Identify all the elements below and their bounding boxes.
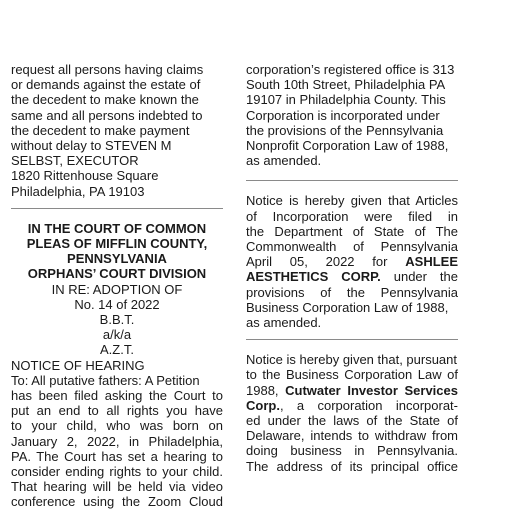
hearing-notice-text: [11, 373, 223, 510]
company-name: AESTHETICS CORP.: [246, 269, 381, 285]
text-line: to the Business Corporation Law of: [246, 367, 458, 383]
withdrawal-notice: [246, 352, 458, 474]
text-line: request all persons having claims: [11, 62, 204, 77]
text-line: January 2, 2022, in Philadelphia,: [11, 433, 223, 449]
right-column: [246, 62, 458, 474]
text-line: provisions of the Pennsylvania: [246, 284, 458, 300]
notice-title: NOTICE OF HEARING: [11, 357, 145, 373]
text-line: conference using the Zoom Cloud: [11, 494, 223, 510]
left-column: [11, 62, 223, 510]
text-line: PA. The Court has set a hearing to: [11, 448, 223, 464]
text-line: Nonprofit Corporation Law of 1988,: [246, 138, 449, 154]
text-line: ed under the laws of the State of: [246, 413, 458, 429]
heading-line: IN THE COURT OF COMMON: [27, 220, 207, 236]
heading-line: ORPHANS’ COURT DIVISION: [27, 266, 207, 282]
caption-line: a/k/a: [102, 327, 132, 343]
articles-of-incorporation-notice: [246, 193, 458, 330]
caption-line: IN RE: ADOPTION OF: [51, 281, 183, 297]
text-line: 19107 in Philadelphia County. This: [246, 92, 446, 108]
text-line: 1988, Cutwater Investor Services: [246, 382, 458, 398]
court-heading: [11, 221, 223, 282]
text-line: The address of its principal office: [246, 458, 458, 474]
text-line: That hearing will be held via video: [11, 479, 223, 495]
company-name: ASHLEE: [405, 254, 458, 270]
text-line: same and all persons indebted to: [11, 107, 203, 123]
text-line: Delaware, intends to withdraw from: [246, 428, 458, 444]
text-line: South 10th Street, Philadelphia PA: [246, 77, 446, 93]
text-line: To: All putative fathers: A Petition: [11, 372, 200, 388]
company-name: Corp.: [246, 397, 280, 413]
text-line: of Incorporation were filed in: [246, 208, 458, 224]
text-line: has been filed asking the Court to: [11, 388, 223, 404]
text-line: Commonwealth of Pennsylvania: [246, 239, 458, 255]
text-line: the decedent to make payment: [11, 122, 190, 138]
text-line: Philadelphia, PA 19103: [11, 183, 145, 199]
text-line: 1820 Rittenhouse Square: [11, 168, 159, 184]
text-line: the decedent to make known the: [11, 92, 199, 108]
text-line: SELBST, EXECUTOR: [11, 153, 139, 169]
text-line: corporation’s registered office is 313: [246, 62, 455, 77]
text-line: the provisions of the Pennsylvania: [246, 122, 444, 138]
text-line: doing business in Pennsylvania.: [246, 443, 458, 459]
text-line: Corporation is incorporated under: [246, 107, 440, 123]
text-line: as amended.: [246, 315, 322, 331]
caption-line: B.B.T.: [99, 312, 135, 328]
text-line: to your child, who was born on: [11, 418, 223, 434]
text-line: consider ending rights to your child.: [11, 464, 223, 480]
case-caption: [11, 282, 223, 358]
caption-line: A.Z.T.: [100, 342, 134, 358]
company-name: Cutwater Investor Services: [285, 382, 458, 398]
caption-line: No. 14 of 2022: [74, 296, 160, 312]
text-line: Corp., a corporation incorporat-: [246, 397, 458, 413]
estate-notice-continuation: [11, 62, 223, 199]
nonprofit-notice-continuation: [246, 62, 458, 168]
text-line: without delay to STEVEN M: [11, 138, 172, 154]
text-line: or demands against the estate of: [11, 77, 201, 93]
text-line: the Department of State of The: [246, 223, 458, 239]
text-line: AESTHETICS CORP. under the: [246, 269, 459, 285]
text-line: put an end to all rights you have: [11, 403, 223, 419]
text-line: Business Corporation Law of 1988,: [246, 299, 449, 315]
text-line: April 05, 2022 for ASHLEE: [246, 254, 458, 270]
text-line: Notice is hereby given that, pursuant: [246, 352, 458, 368]
heading-line: PENNSYLVANIA: [67, 251, 167, 267]
heading-line: PLEAS OF MIFFLIN COUNTY,: [26, 236, 208, 252]
text-line: as amended.: [246, 153, 322, 169]
text-line: Notice is hereby given that Articles: [246, 193, 458, 209]
